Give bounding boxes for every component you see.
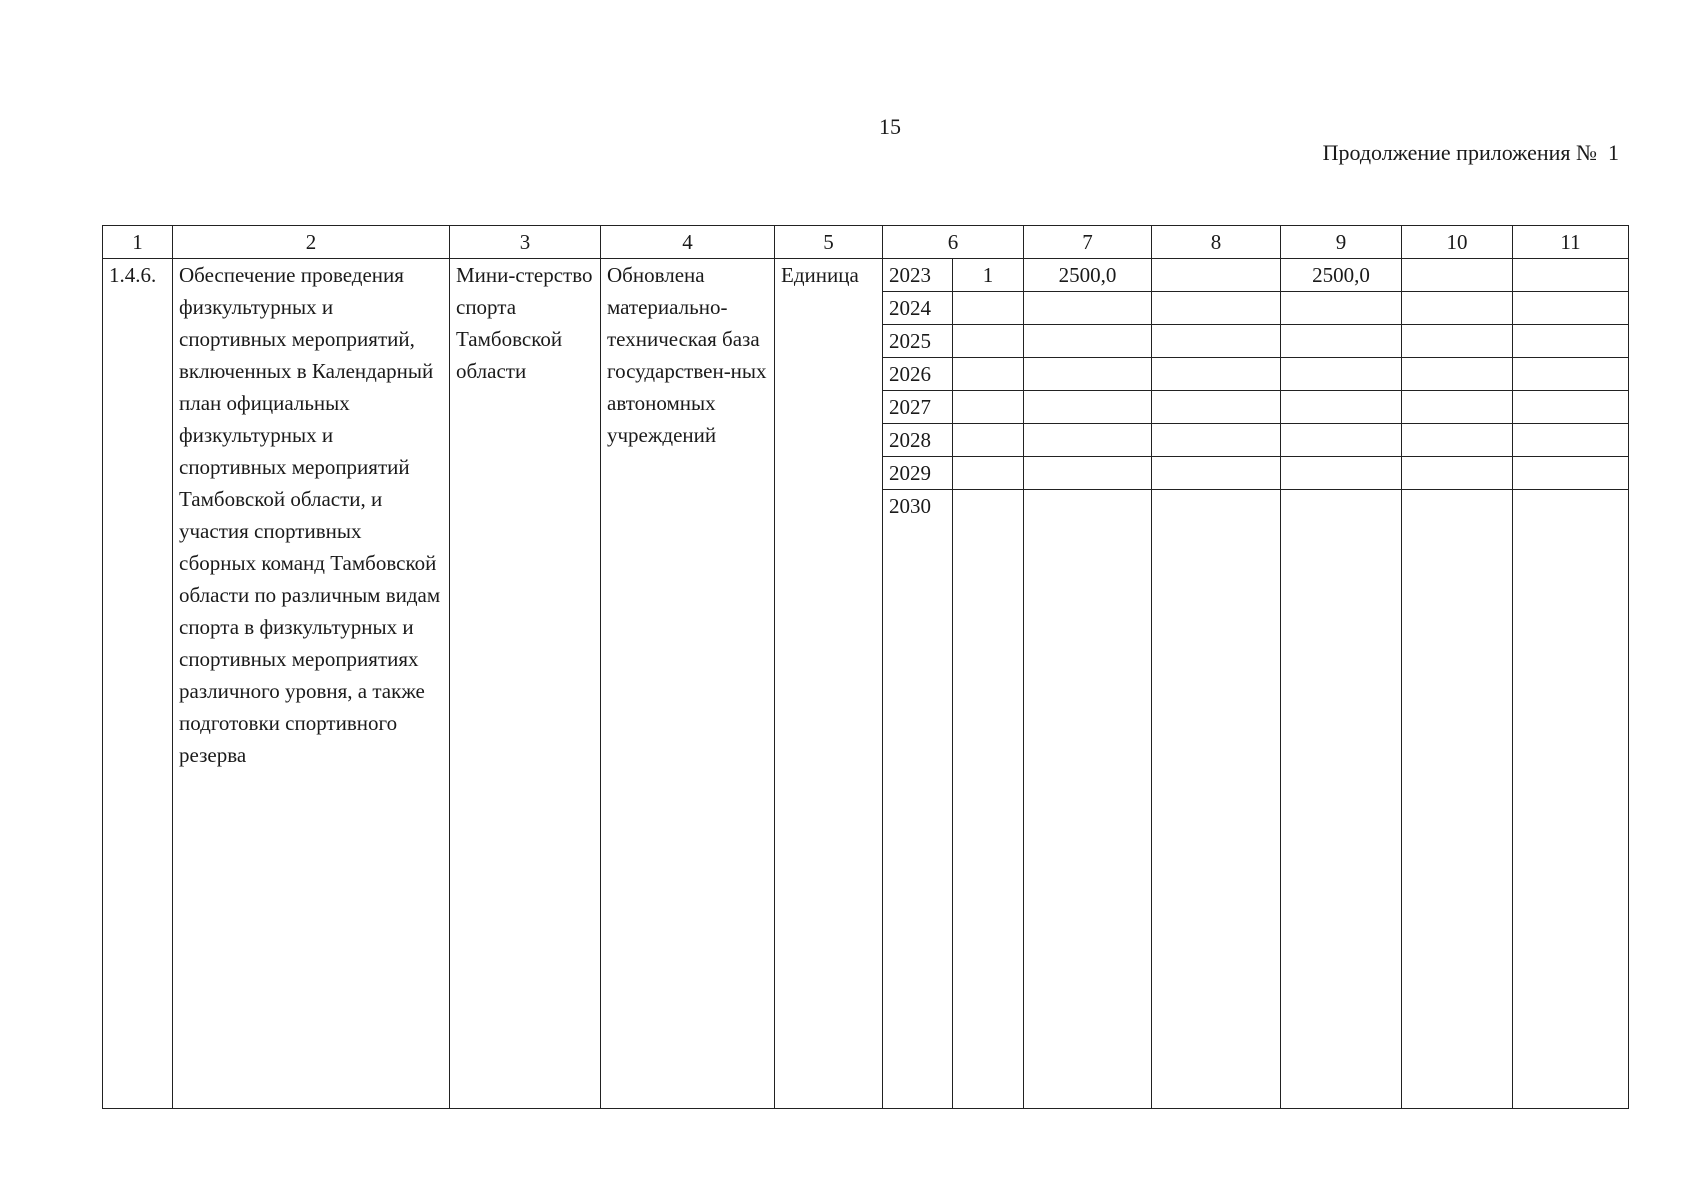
finance-col8 bbox=[1152, 490, 1281, 1109]
unit: Единица bbox=[775, 259, 883, 1109]
year-cell: 2024 bbox=[883, 292, 953, 325]
finance-col11 bbox=[1513, 325, 1629, 358]
finance-col7 bbox=[1024, 490, 1152, 1109]
finance-col9 bbox=[1281, 325, 1402, 358]
year-cell: 2029 bbox=[883, 457, 953, 490]
finance-col7 bbox=[1024, 424, 1152, 457]
finance-col10 bbox=[1402, 424, 1513, 457]
finance-col11 bbox=[1513, 391, 1629, 424]
finance-col8 bbox=[1152, 457, 1281, 490]
finance-col8 bbox=[1152, 292, 1281, 325]
indicator: Обновлена материально-техническая база государствен-ных автономных учреждений bbox=[601, 259, 775, 1109]
indicator-value bbox=[953, 424, 1024, 457]
indicator-value bbox=[953, 490, 1024, 1109]
finance-col9 bbox=[1281, 490, 1402, 1109]
finance-col10 bbox=[1402, 391, 1513, 424]
finance-col8 bbox=[1152, 325, 1281, 358]
finance-col8 bbox=[1152, 358, 1281, 391]
table-row bbox=[103, 259, 1629, 292]
finance-col11 bbox=[1513, 358, 1629, 391]
finance-col7 bbox=[1024, 457, 1152, 490]
finance-col9 bbox=[1281, 292, 1402, 325]
column-header: 6 bbox=[883, 226, 1024, 259]
finance-col8 bbox=[1152, 259, 1281, 292]
column-header: 3 bbox=[450, 226, 601, 259]
program-measures-table bbox=[102, 225, 1629, 1109]
indicator-value bbox=[953, 457, 1024, 490]
indicator-value bbox=[953, 325, 1024, 358]
appendix-continuation-note: Продолжение приложения № 1 bbox=[1322, 140, 1619, 165]
indicator-value bbox=[953, 292, 1024, 325]
finance-col11 bbox=[1513, 259, 1629, 292]
year-cell: 2025 bbox=[883, 325, 953, 358]
year-cell: 2027 bbox=[883, 391, 953, 424]
finance-col10 bbox=[1402, 259, 1513, 292]
column-header: 2 bbox=[173, 226, 450, 259]
header-row bbox=[103, 226, 1629, 259]
column-header: 5 bbox=[775, 226, 883, 259]
finance-col10 bbox=[1402, 490, 1513, 1109]
finance-col9 bbox=[1281, 424, 1402, 457]
finance-col11 bbox=[1513, 292, 1629, 325]
finance-col7: 2500,0 bbox=[1024, 259, 1152, 292]
finance-col11 bbox=[1513, 424, 1629, 457]
column-header: 8 bbox=[1152, 226, 1281, 259]
indicator-value bbox=[953, 358, 1024, 391]
year-cell: 2028 bbox=[883, 424, 953, 457]
finance-col10 bbox=[1402, 325, 1513, 358]
finance-col9 bbox=[1281, 358, 1402, 391]
finance-col7 bbox=[1024, 292, 1152, 325]
finance-col8 bbox=[1152, 424, 1281, 457]
finance-col10 bbox=[1402, 292, 1513, 325]
year-cell: 2023 bbox=[883, 259, 953, 292]
column-header: 7 bbox=[1024, 226, 1152, 259]
measure-code: 1.4.6. bbox=[103, 259, 173, 1109]
column-header: 1 bbox=[103, 226, 173, 259]
finance-col8 bbox=[1152, 391, 1281, 424]
measure-description: Обеспечение проведения физкультурных и спортивных мероприятий, включенных в Календарный план официальных физкультурных и спортивных мероприятий Тамбовской области, и участия спортивных сборных команд Тамбовской области по различным видам спорта в физкультурных и спортивных мероприятиях различного уровня, а также подготовки спортивного резерва bbox=[173, 259, 450, 1109]
finance-col10 bbox=[1402, 358, 1513, 391]
page-number: 15 bbox=[879, 114, 901, 139]
finance-col9 bbox=[1281, 457, 1402, 490]
finance-col11 bbox=[1513, 490, 1629, 1109]
column-header: 11 bbox=[1513, 226, 1629, 259]
finance-col7 bbox=[1024, 391, 1152, 424]
year-cell: 2030 bbox=[883, 490, 953, 1109]
finance-col7 bbox=[1024, 358, 1152, 391]
column-header: 9 bbox=[1281, 226, 1402, 259]
year-cell: 2026 bbox=[883, 358, 953, 391]
indicator-value: 1 bbox=[953, 259, 1024, 292]
finance-col9: 2500,0 bbox=[1281, 259, 1402, 292]
column-header: 10 bbox=[1402, 226, 1513, 259]
finance-col11 bbox=[1513, 457, 1629, 490]
finance-col10 bbox=[1402, 457, 1513, 490]
finance-col9 bbox=[1281, 391, 1402, 424]
indicator-value bbox=[953, 391, 1024, 424]
finance-col7 bbox=[1024, 325, 1152, 358]
column-header: 4 bbox=[601, 226, 775, 259]
executor: Мини-стерство спорта Тамбовской области bbox=[450, 259, 601, 1109]
